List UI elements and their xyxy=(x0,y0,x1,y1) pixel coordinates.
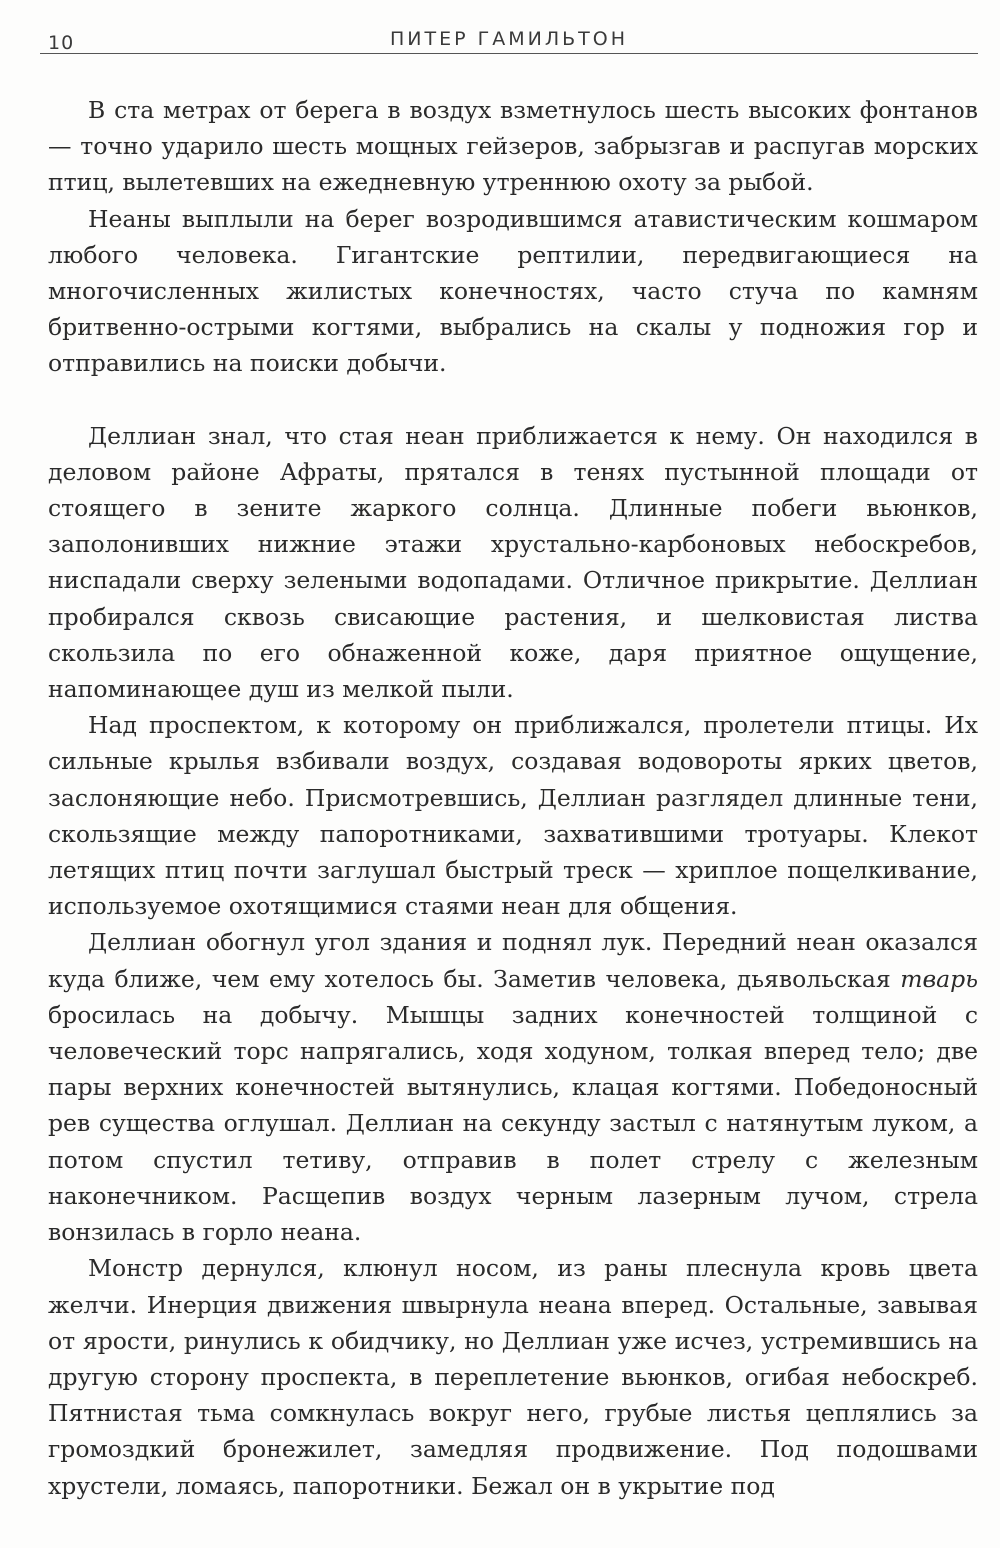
body-text xyxy=(48,92,978,1504)
paragraph: В ста метрах от берега в воздух взметнулось шесть высоких фонтанов — точно ударило шесть мощных гейзеров, забрызгав и распугав морских птиц, вылетевших на ежедневную утреннюю охоту за рыбой. xyxy=(48,96,978,197)
paragraph xyxy=(48,924,978,1250)
paragraph-text: Деллиан обогнул угол здания и поднял лук. Передний неан оказался куда ближе, чем ему хотелось бы. Заметив человека, дьявольская xyxy=(48,928,978,993)
paragraph: Над проспектом, к которому он приближался, пролетели птицы. Их сильные крылья взбивали воздух, создавая водовороты ярких цветов, заслоняющие небо. Присмотревшись, Деллиан разглядел длинные тени, скользящие между папоротниками, захватившими тротуары. Клекот летящих птиц почти заглушал быстрый треск — хриплое пощелкивание, используемое охотящимися стаями неан для общения. xyxy=(48,711,978,921)
running-title: ПИТЕР ГАМИЛЬТОН xyxy=(390,28,628,50)
italic-word: тварь xyxy=(900,964,978,993)
page-number: 10 xyxy=(48,32,75,54)
paragraph: Монстр дернулся, клюнул носом, из раны плеснула кровь цвета желчи. Инерция движения швырнула неана вперед. Остальные, завывая от ярости, ринулись к обидчику, но Деллиан уже исчез, устремившись на другую сторону проспекта, в переплетение вьюнков, огибая небоскреб. Пятнистая тьма сомкнулась вокруг него, грубые листья цеплялись за громоздкий бронежилет, замедляя продвижение. Под подошвами хрустели, ломаясь, папоротники. Бежал он в укрытие под xyxy=(48,1254,978,1500)
running-head xyxy=(40,24,978,56)
header-rule xyxy=(40,53,978,54)
paragraph: Неаны выплыли на берег возродившимся атавистическим кошмаром любого человека. Гигантские рептилии, передвигающиеся на многочисленных жилистых конечностях, часто стуча по камням бритвенно-острыми когтями, выбрались на скалы у подножия гор и отправились на поиски добычи. xyxy=(48,204,978,378)
paragraph: Деллиан знал, что стая неан приближается к нему. Он находился в деловом районе Афраты, прятался в тенях пустынной площади от стоящего в зените жаркого солнца. Длинные побеги вьюнков, заполонивших нижние этажи хрустально-карбоновых небоскребов, ниспадали сверху зелеными водопадами. Отличное прикрытие. Деллиан пробирался сквозь свисающие растения, и шелковистая листва скользила по его обнаженной коже, даря приятное ощущение, напоминающее душ из мелкой пыли. xyxy=(48,421,978,704)
paragraph-text: бросилась на добычу. Мышцы задних конечностей толщиной с человеческий торс напрягались, ходя ходуном, толкая вперед тело; две пары верхних конечностей вытянулись, клацая когтями. Победоносный рев существа оглушал. Деллиан на секунду застыл с натянутым луком, а потом спустил тетиву, отправив в полет стрелу с железным наконечником. Расщепив воздух черным лазерным лучом, стрела вонзилась в горло неана. xyxy=(48,1000,978,1247)
